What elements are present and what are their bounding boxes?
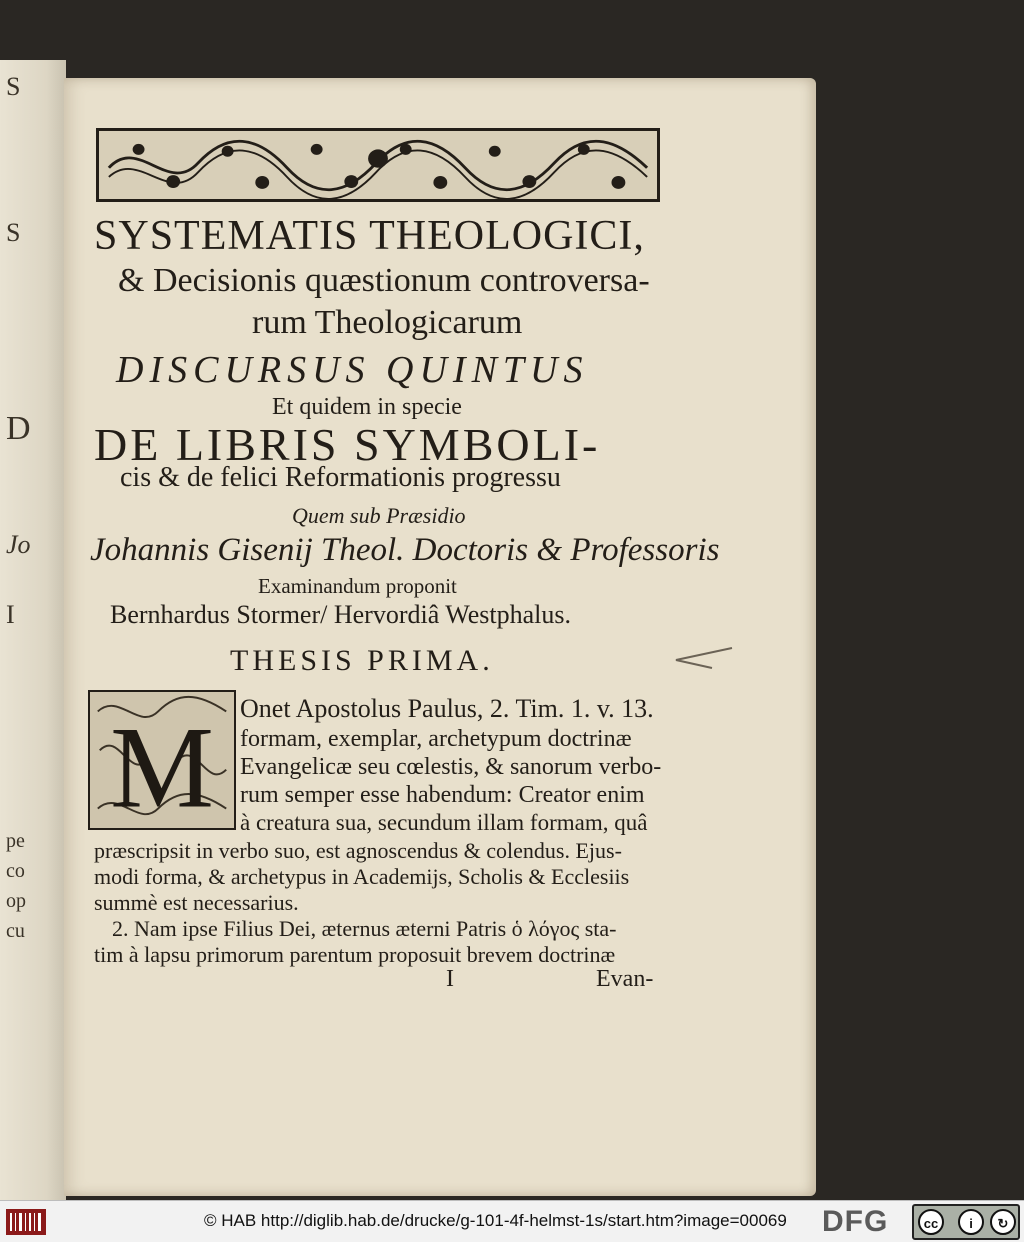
left-page-fragment: D [6,410,31,447]
body-line-5: à creatura sua, secundum illam formam, quâ [240,810,648,835]
title-line-3: rum Theologicarum [252,304,523,341]
cc-license-badge[interactable] [912,1204,1020,1240]
left-page-fragment: cu [6,920,25,942]
decorated-initial [88,690,236,830]
copyright-link[interactable]: © HAB http://diglib.hab.de/drucke/g-101-4f-helmst-1s/start.htm?image=00069 [204,1211,787,1230]
thesis-heading: THESIS PRIMA. [230,644,494,677]
ornamental-headpiece [96,128,660,202]
title-line-11: Bernhardus Stormer/ Hervordiâ Westphalus. [110,600,571,629]
body-line-8: summè est necessarius. [94,890,299,915]
catchword: Evan- [596,966,654,992]
body-line-9: 2. Nam ipse Filius Dei, æternus æterni Patris ὁ λόγος sta- [112,916,617,941]
title-line-10: Examinandum proponit [258,574,457,598]
left-page-fragment: S [6,72,21,101]
title-line-2: & Decisionis quæstionum controversa- [118,262,650,299]
dropcap-letter: M [110,703,214,828]
signature-mark: I [446,966,454,992]
title-line-6: DE LIBRIS SYMBOLI- [94,419,601,470]
left-page-fragment: I [6,600,15,629]
left-page-fragment: Jo [6,530,31,559]
title-line-1: SYSTEMATIS THEOLOGICI, [94,213,645,259]
left-page-fragment: co [6,860,25,882]
cc-icon: cc [918,1209,944,1235]
body-line-6: præscripsit in verbo suo, est agnoscendus & colendus. Ejus- [94,838,622,863]
dfg-logo[interactable]: DFG [822,1205,889,1238]
body-line-4: rum semper esse habendum: Creator enim [240,782,645,808]
left-page-edge [0,60,66,1200]
left-page-fragment: S [6,218,21,247]
title-line-9: Johannis Gisenij Theol. Doctoris & Professoris [90,532,720,568]
body-line-1: Onet Apostolus Paulus, 2. Tim. 1. v. 13. [240,694,654,723]
body-line-7: modi forma, & archetypus in Academijs, Scholis & Ecclesiis [94,864,630,889]
pencil-annotation [672,642,736,672]
body-line-3: Evangelicæ seu cœlestis, & sanorum verbo- [240,754,662,780]
share-alike-icon: ↻ [990,1209,1016,1235]
title-line-4: DISCURSUS QUINTUS [116,349,589,391]
barcode-icon [6,1209,46,1235]
title-line-8: Quem sub Præsidio [292,503,466,528]
viewer-footer [0,1200,1024,1242]
left-page-fragment: pe [6,830,25,852]
title-line-5: Et quidem in specie [272,394,462,420]
body-line-2: formam, exemplar, archetypum doctrinæ [240,726,632,752]
title-line-7: cis & de felici Reformationis progressu [120,462,561,493]
left-page-fragment: op [6,890,26,912]
body-line-10: tim à lapsu primorum parentum proposuit brevem doctrinæ [94,942,616,967]
attribution-icon: i [958,1209,984,1235]
